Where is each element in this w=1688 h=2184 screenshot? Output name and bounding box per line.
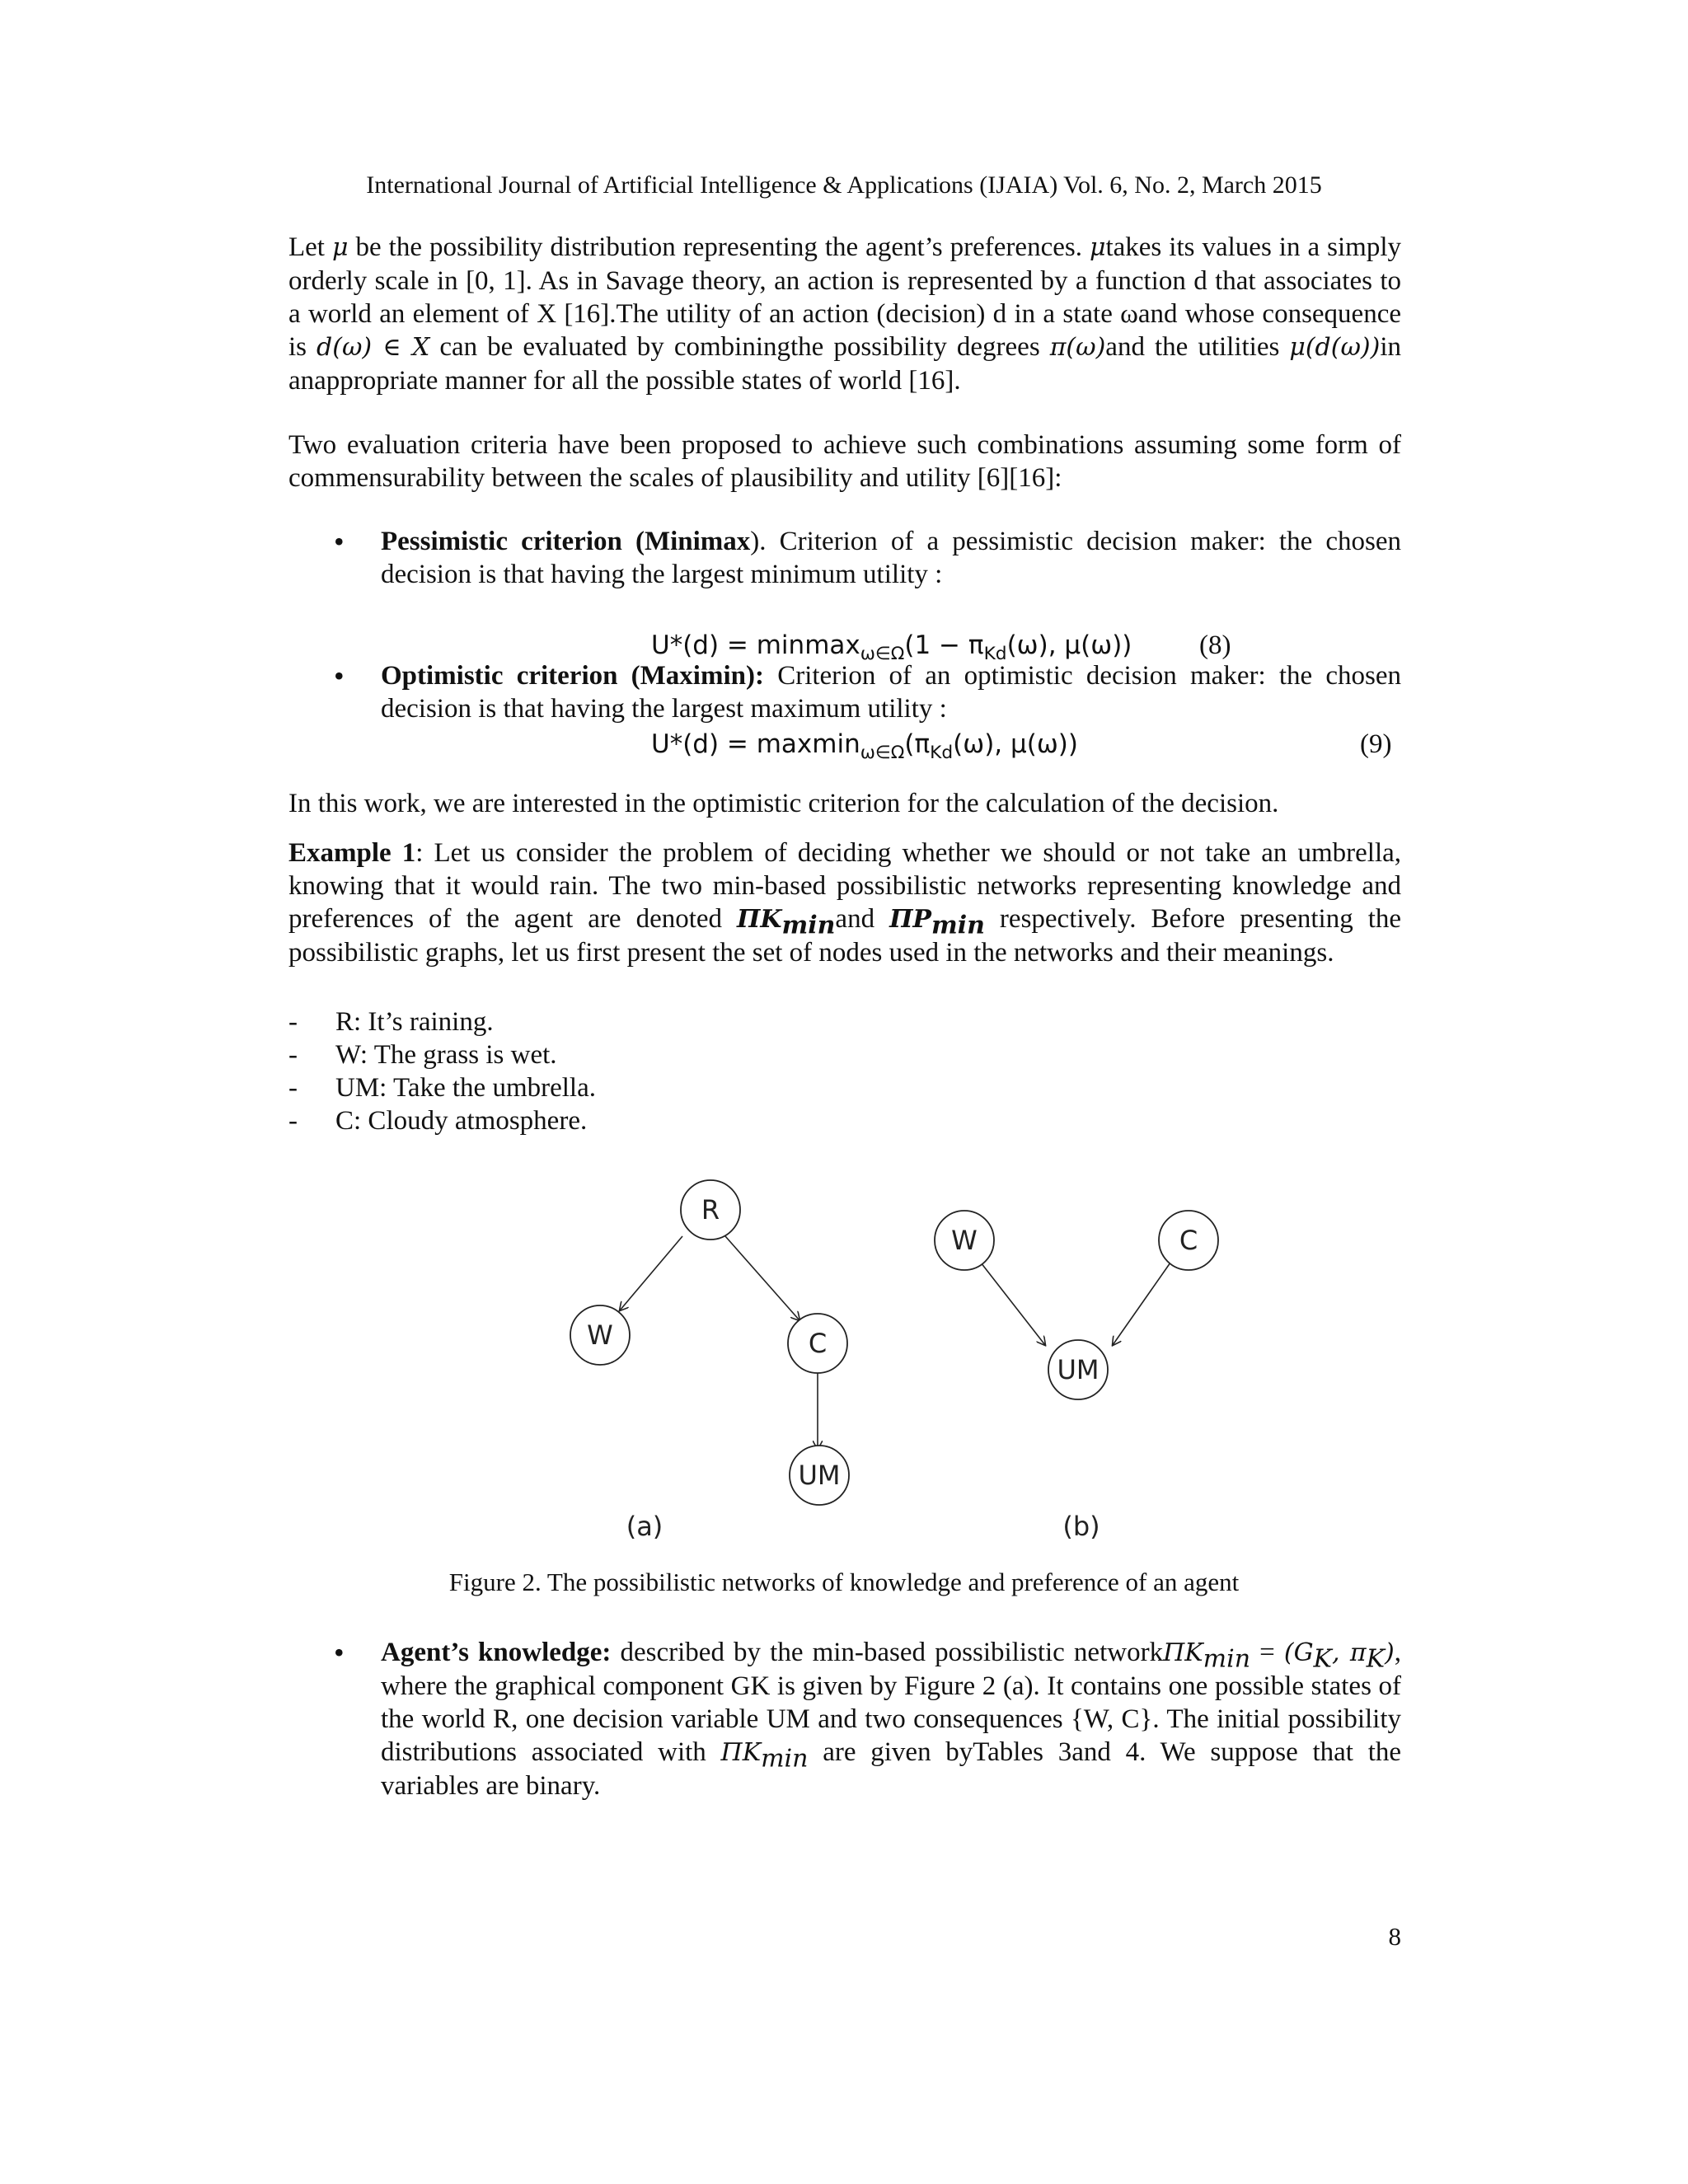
paragraph-evaluation-criteria: Two evaluation criteria have been proposed to achieve such combinations assuming some form of commensurability between the scales of plausibility and utility [6][16]: bbox=[288, 430, 1401, 493]
node-b-w bbox=[935, 1211, 994, 1270]
edge-c-um-b bbox=[1113, 1263, 1170, 1345]
svg-text:UM: UM bbox=[1057, 1354, 1100, 1385]
agent-knowledge-text: Agent’s knowledge: described by the min-based possibilistic networkΠK$_{min}$ = ($G_K$, $\pi_K$), where the graphical component GK is given by Figure 2 (a). It contains one possible states of the world R, one decision variable UM and two consequences {W, C}. The initial possibility distributions associated with $\Pi K_{min}$ are given byTables 3and 4. We suppose that the variables are binary. bbox=[381, 1638, 1402, 1801]
bullet-knowledge: • bbox=[334, 1636, 345, 1669]
paragraph-optimistic-interest: In this work, we are interested in the optimistic criterion for the calculation of the decision. bbox=[288, 789, 1279, 818]
svg-text:W: W bbox=[951, 1225, 978, 1256]
bullet-optimistic: • bbox=[334, 659, 345, 692]
svg-text:W: W bbox=[587, 1319, 613, 1351]
journal-header: International Journal of Artificial Intelligence & Applications (IJAIA) Vol. 6, No. 2, March 2015 bbox=[366, 171, 1322, 199]
list-item: - UM: Take the umbrella. bbox=[288, 1073, 596, 1103]
node-a-c bbox=[788, 1314, 847, 1373]
edge-r-c bbox=[725, 1236, 799, 1320]
pessimistic-criterion-text: Pessimistic criterion (Minimax). Criterion of a pessimistic decision maker: the chosen decision is that having the largest minimum utility : bbox=[381, 527, 1401, 589]
node-a-r bbox=[681, 1180, 740, 1240]
equation-9-number: (9) bbox=[1360, 729, 1392, 759]
node-b-c bbox=[1159, 1211, 1218, 1270]
equation-9: $U*(d) = maxmin_{\omega\in\Omega}(\pi_{Kd}(\omega)$, μ(ω)) bbox=[651, 729, 1078, 764]
svg-text:UM: UM bbox=[798, 1460, 841, 1491]
optimistic-criterion-text: Optimistic criterion (Maximin): Criterion of an optimistic decision maker: the chosen decision is that having the largest maximum utility : bbox=[381, 661, 1402, 724]
edge-r-w bbox=[620, 1236, 682, 1310]
network-diagram bbox=[560, 1170, 1253, 1549]
node-a-w bbox=[570, 1305, 630, 1365]
page-number: 8 bbox=[1388, 1922, 1401, 1951]
paragraph-example-1: Example 1: Let us consider the problem of deciding whether we should or not take an umbrella, knowing that it would rain. The two min-based possibilistic networks representing knowledge and preferences of the agent are denoted $\Pi K_{min}and$ $\Pi P_{min}$ respectively. Before presenting the possibilistic graphs, let us first present the set of nodes used in the networks and their meanings. bbox=[288, 838, 1402, 968]
svg-text:R: R bbox=[701, 1194, 720, 1226]
svg-text:C: C bbox=[1179, 1225, 1198, 1256]
equation-8: $U*(d) = minmax_{\omega\in\Omega}(1 - \pi_{Kd}(\omega)$, μ(ω)) bbox=[651, 630, 1132, 665]
node-a-um bbox=[790, 1446, 849, 1505]
list-item: - C: Cloudy atmosphere. bbox=[288, 1106, 588, 1136]
edge-w-um bbox=[981, 1263, 1045, 1345]
node-list bbox=[288, 1005, 1113, 1137]
svg-text:C: C bbox=[808, 1328, 828, 1359]
paragraph-utility-definition: Let μ be the possibility distribution representing the agent’s preferences. μtakes its values in a simply orderly scale in [0, 1]. As in Savage theory, an action is represented by a function d that associates to a world an element of X [16].The utility of an action (decision) d in a state ωand whose consequence is d(ω) ∈ X can be evaluated by combiningthe possibility degrees π(ω)and the utilities μ(d(ω))in anappropriate manner for all the possible states of world [16]. bbox=[288, 232, 1402, 396]
bullet-pessimistic: • bbox=[334, 525, 345, 558]
equation-8-number: (8) bbox=[1199, 630, 1231, 660]
node-b-um bbox=[1048, 1340, 1108, 1399]
label-b: (b) bbox=[1062, 1511, 1100, 1542]
figure-2-networks bbox=[560, 1170, 1253, 1549]
label-a: (a) bbox=[626, 1511, 663, 1542]
figure-caption: Figure 2. The possibilistic networks of knowledge and preference of an agent bbox=[448, 1568, 1240, 1596]
list-item: - W: The grass is wet. bbox=[288, 1040, 557, 1070]
list-item: - R: It’s raining. bbox=[288, 1007, 494, 1037]
